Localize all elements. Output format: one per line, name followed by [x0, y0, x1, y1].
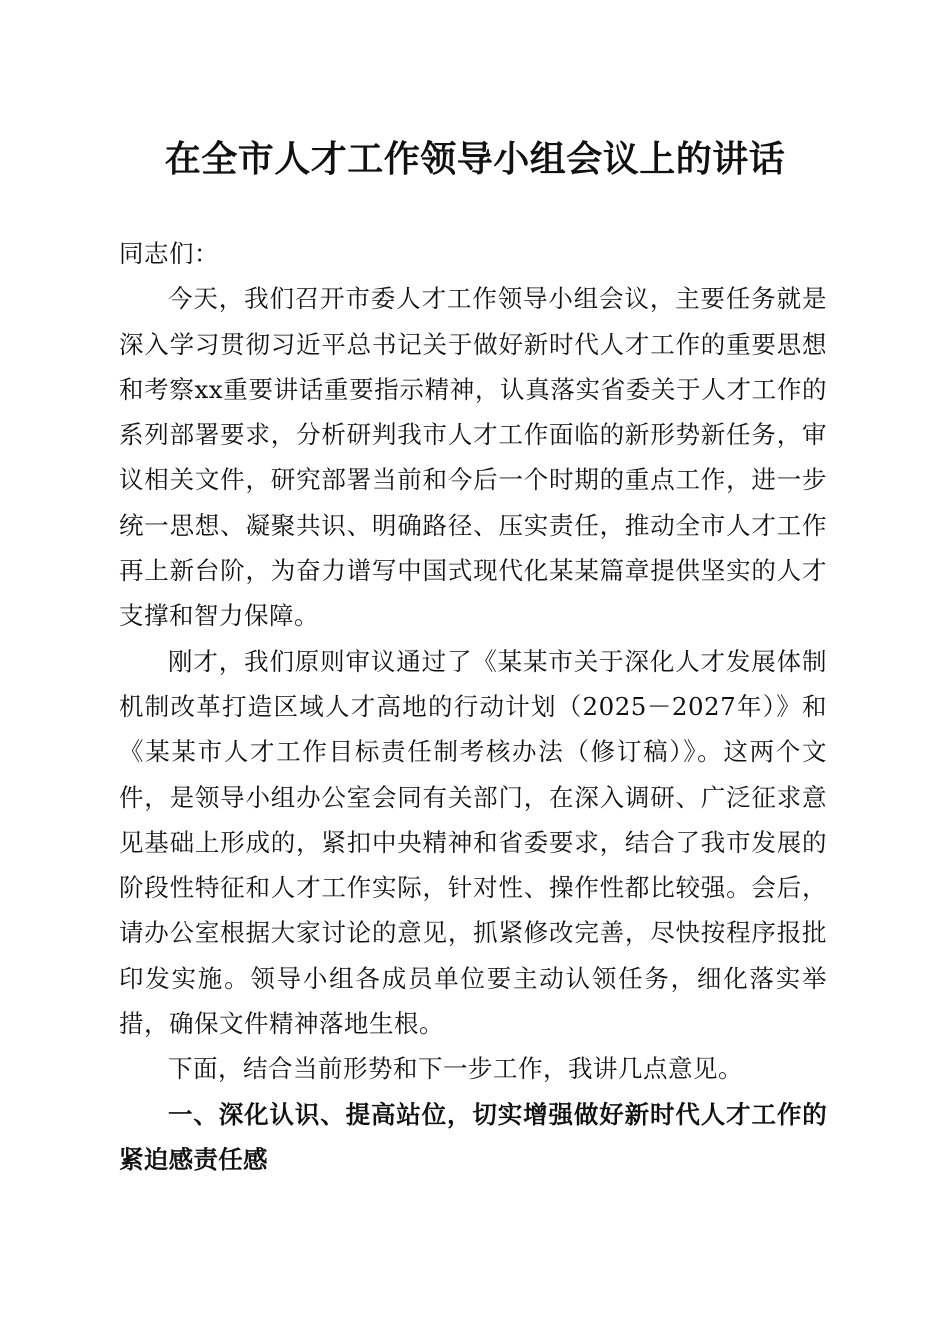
section-heading-one: 一、深化认识、提高站位，切实增强做好新时代人才工作的紧迫感责任感 [119, 1099, 827, 1174]
document-title: 在全市人才工作领导小组会议上的讲话 [164, 138, 786, 180]
paragraph-documents-review: 刚才，我们原则审议通过了《某某市关于深化人才发展体制机制改革打造区域人才高地的行动计划（2025－2027年）》和《某某市人才工作目标责任制考核办法（修订稿）》。这两个文件，是领导小组办公室会同有关部门，在深入调研、广泛征求意见基础上形成的，紧扣中央精神和省委要求，结合了我市发展的阶段性特征和人才工作实际，针对性、操作性都比较强。会后，请办公室根据大家讨论的意见，抓紧修改完善，尽快按程序报批印发实施。领导小组各成员单位要主动认领任务，细化落实举措，确保文件精神落地生根。 [119, 646, 827, 1039]
document-body [119, 231, 827, 1182]
salutation: 同志们： [119, 239, 219, 268]
paragraph-opening: 今天，我们召开市委人才工作领导小组会议，主要任务就是深入学习贯彻习近平总书记关于做好新时代人才工作的重要思想和考察xx重要讲话重要指示精神，认真落实省委关于人才工作的系列部署要求，分析研判我市人才工作面临的新形势新任务，审议相关文件，研究部署当前和今后一个时期的重点工作，进一步统一思想、凝聚共识、明确路径、压实责任，推动全市人才工作再上新台阶，为奋力谱写中国式现代化某某篇章提供坚实的人才支撑和智力保障。 [119, 284, 827, 631]
paragraph-transition: 下面，结合当前形势和下一步工作，我讲几点意见。 [168, 1054, 743, 1084]
